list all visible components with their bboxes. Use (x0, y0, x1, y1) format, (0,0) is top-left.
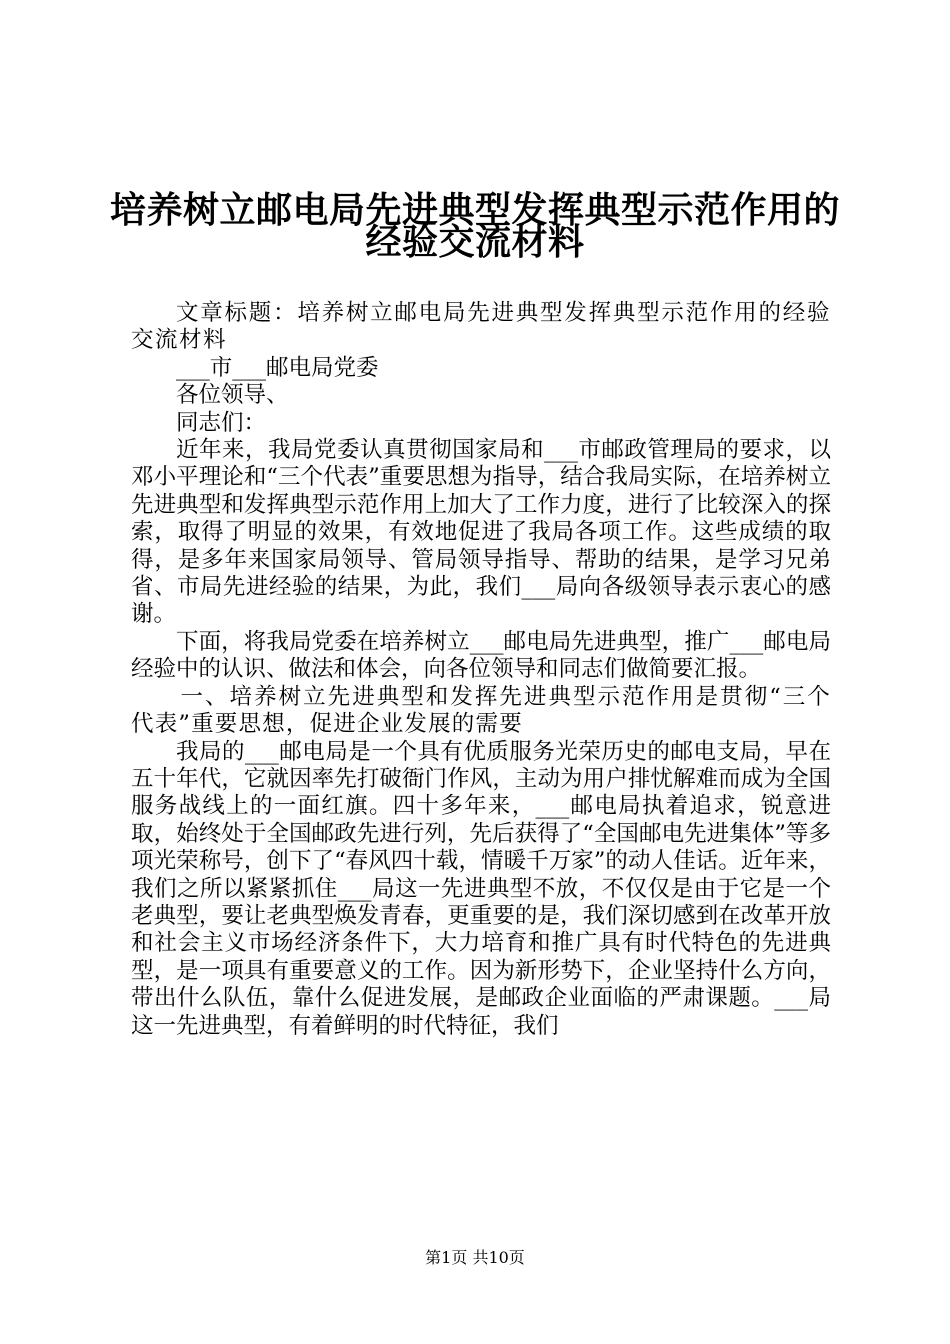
salutation-line-2: 同志们： (176, 409, 267, 436)
salutation-line-1: 各位领导、 (176, 382, 289, 409)
document-title-line-2: 经验交流材料 (365, 221, 585, 263)
body-paragraph: 我局的___邮电局是一个具有优质服务光荣历史的邮电支局，早在五十年代，它就因率先打破衙门作风，主动为用户排忧解难而成为全国服务战线上的一面红旗。四十多年来，___邮电局执着追求，锐意进取，始终处于全国邮政先进行列，先后获得了“全国邮电先进集体”等多项光荣称号，创下了“春风四十载，情暖千万家”的动人佳话。近年来，我们之所以紧紧抓住___局这一先进典型不放，不仅仅是由于它是一个老典型，要让老典型焕发青春，更重要的是，我们深切感到在改革开放和社会主义市场经济条件下，大力培育和推广具有时代特色的先进典型，是一项具有重要意义的工作。因为新形势下，企业坚持什么方向，带出什么队伍，靠什么促进发展，是邮政企业面临的严肃课题。___局这一先进典型，有着鲜明的时代特征，我们 (131, 738, 831, 1039)
article-title-paragraph: 文章标题：培养树立邮电局先进典型发挥典型示范作用的经验交流材料 (131, 300, 831, 354)
body-paragraph: 下面，将我局党委在培养树立___邮电局先进典型，推广___邮电局经验中的认识、做法和体会，向各位领导和同志们做简要汇报。 (131, 628, 831, 683)
body-paragraph: 近年来，我局党委认真贯彻国家局和___市邮政管理局的要求，以邓小平理论和“三个代表”重要思想为指导，结合我局实际，在培养树立先进典型和发挥典型示范作用上加大了工作力度，进行了比较深入的探索，取得了明显的效果，有效地促进了我局各项工作。这些成绩的取得，是多年来国家局领导、管局领导指导、帮助的结果，是学习兄弟省、市局先进经验的结果，为此，我们___局向各级领导表示衷心的感谢。 (131, 437, 831, 628)
author-line: ___市___邮电局党委 (176, 354, 379, 381)
section-heading: 一、培养树立先进典型和发挥先进典型示范作用是贯彻“三个代表”重要思想，促进企业发展的需要 (131, 683, 831, 738)
document-body (131, 300, 831, 1040)
page-number-footer: 第1页 共10页 (425, 1248, 525, 1267)
document-title-line-1: 培养树立邮电局先进典型发挥典型示范作用的 (109, 189, 840, 231)
